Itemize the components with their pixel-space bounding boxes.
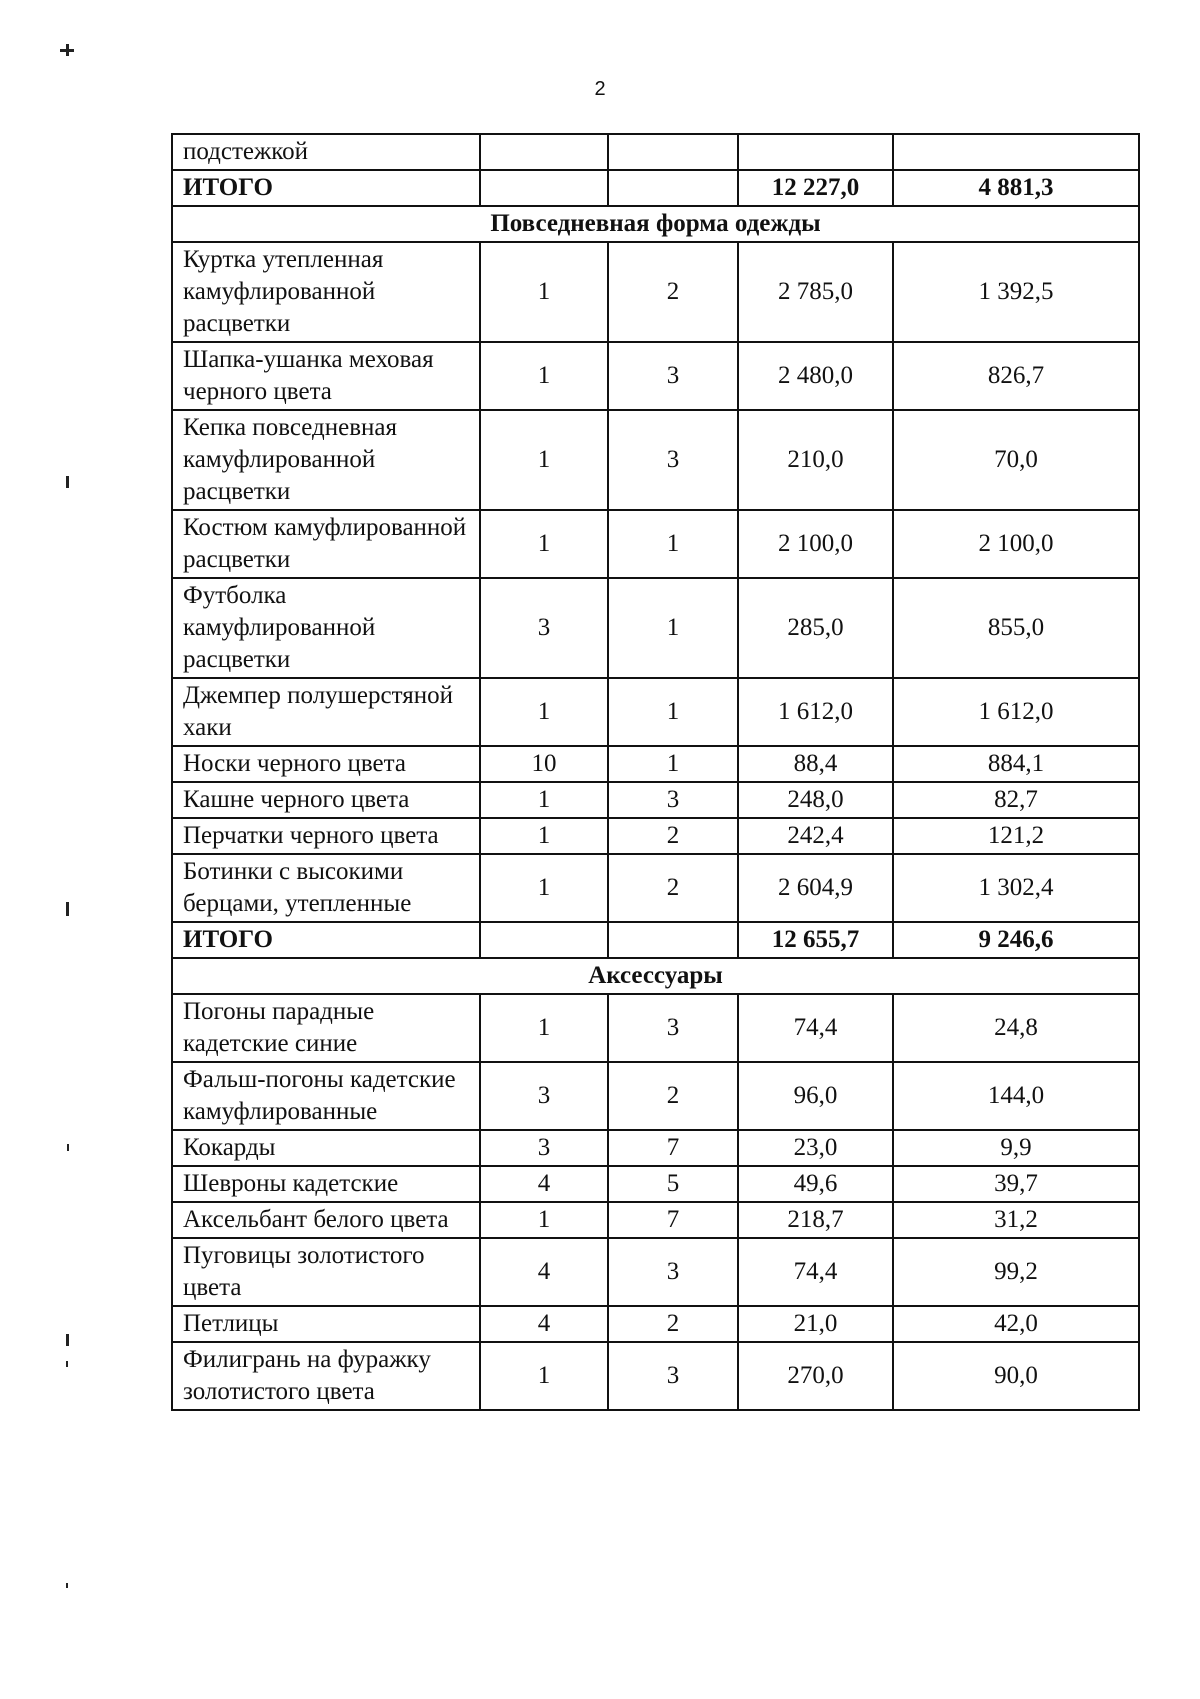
item-name-cell: Носки черного цвета xyxy=(172,746,480,782)
table-row xyxy=(172,410,1139,510)
table-row xyxy=(172,818,1139,854)
price-cell: 74,4 xyxy=(738,1238,893,1306)
price-cell: 49,6 xyxy=(738,1166,893,1202)
annual-cost-cell: 1 612,0 xyxy=(893,678,1139,746)
table-body xyxy=(172,134,1139,1410)
scan-speck xyxy=(66,476,69,488)
table-row xyxy=(172,1062,1139,1130)
period-cell: 2 xyxy=(608,818,738,854)
item-name-cell: Кокарды xyxy=(172,1130,480,1166)
scan-speck xyxy=(66,1583,68,1588)
table-row xyxy=(172,134,1139,170)
annual-cost-cell: 1 302,4 xyxy=(893,854,1139,922)
table-row xyxy=(172,1130,1139,1166)
period-cell: 3 xyxy=(608,342,738,410)
quantity-cell: 1 xyxy=(480,678,608,746)
item-name-cell: ИТОГО xyxy=(172,922,480,958)
price-cell: 12 227,0 xyxy=(738,170,893,206)
table-row xyxy=(172,994,1139,1062)
period-cell: 7 xyxy=(608,1202,738,1238)
scan-speck xyxy=(66,1334,69,1346)
item-name-cell: Костюм камуфлированной расцветки xyxy=(172,510,480,578)
period-cell: 3 xyxy=(608,994,738,1062)
period-cell xyxy=(608,134,738,170)
price-cell: 21,0 xyxy=(738,1306,893,1342)
price-cell xyxy=(738,134,893,170)
quantity-cell: 4 xyxy=(480,1306,608,1342)
annual-cost-cell: 4 881,3 xyxy=(893,170,1139,206)
price-cell: 23,0 xyxy=(738,1130,893,1166)
item-name-cell: Джемпер полушерстяной хаки xyxy=(172,678,480,746)
quantity-cell: 4 xyxy=(480,1238,608,1306)
table-row xyxy=(172,782,1139,818)
quantity-cell: 1 xyxy=(480,242,608,342)
quantity-cell: 1 xyxy=(480,994,608,1062)
quantity-cell: 1 xyxy=(480,854,608,922)
annual-cost-cell: 1 392,5 xyxy=(893,242,1139,342)
item-name-cell: Куртка утепленная камуфлированной расцветки xyxy=(172,242,480,342)
table-row xyxy=(172,1306,1139,1342)
annual-cost-cell: 70,0 xyxy=(893,410,1139,510)
section-header-row xyxy=(172,206,1139,242)
annual-cost-cell: 9,9 xyxy=(893,1130,1139,1166)
item-name-cell: Перчатки черного цвета xyxy=(172,818,480,854)
table-row xyxy=(172,342,1139,410)
item-name-cell: ИТОГО xyxy=(172,170,480,206)
period-cell: 3 xyxy=(608,1238,738,1306)
table-row xyxy=(172,242,1139,342)
quantity-cell: 3 xyxy=(480,1130,608,1166)
quantity-cell xyxy=(480,134,608,170)
period-cell: 1 xyxy=(608,510,738,578)
quantity-cell: 1 xyxy=(480,410,608,510)
annual-cost-cell: 24,8 xyxy=(893,994,1139,1062)
period-cell: 1 xyxy=(608,578,738,678)
quantity-cell xyxy=(480,170,608,206)
period-cell: 2 xyxy=(608,854,738,922)
item-name-cell: Фальш-погоны кадетские камуфлированные xyxy=(172,1062,480,1130)
table-row xyxy=(172,854,1139,922)
quantity-cell: 3 xyxy=(480,1062,608,1130)
price-cell: 2 785,0 xyxy=(738,242,893,342)
period-cell xyxy=(608,170,738,206)
price-cell: 96,0 xyxy=(738,1062,893,1130)
table-row xyxy=(172,1238,1139,1306)
price-cell: 88,4 xyxy=(738,746,893,782)
annual-cost-cell: 144,0 xyxy=(893,1062,1139,1130)
annual-cost-cell: 9 246,6 xyxy=(893,922,1139,958)
page-number: 2 xyxy=(594,78,606,100)
period-cell: 2 xyxy=(608,1306,738,1342)
annual-cost-cell xyxy=(893,134,1139,170)
scan-speck xyxy=(66,1361,68,1367)
total-row xyxy=(172,922,1139,958)
item-name-cell: Петлицы xyxy=(172,1306,480,1342)
period-cell xyxy=(608,922,738,958)
period-cell: 2 xyxy=(608,1062,738,1130)
item-name-cell: Аксельбант белого цвета xyxy=(172,1202,480,1238)
annual-cost-cell: 82,7 xyxy=(893,782,1139,818)
scan-speck xyxy=(66,902,69,916)
table-row xyxy=(172,746,1139,782)
item-name-cell: Шапка-ушанка меховая черного цвета xyxy=(172,342,480,410)
price-cell: 218,7 xyxy=(738,1202,893,1238)
price-cell: 285,0 xyxy=(738,578,893,678)
price-cell: 210,0 xyxy=(738,410,893,510)
price-cell: 74,4 xyxy=(738,994,893,1062)
scan-speck xyxy=(60,49,74,52)
inventory-table xyxy=(171,133,1140,1411)
price-cell: 12 655,7 xyxy=(738,922,893,958)
item-name-cell: Футболка камуфлированной расцветки xyxy=(172,578,480,678)
period-cell: 3 xyxy=(608,410,738,510)
annual-cost-cell: 826,7 xyxy=(893,342,1139,410)
period-cell: 2 xyxy=(608,242,738,342)
annual-cost-cell: 121,2 xyxy=(893,818,1139,854)
period-cell: 3 xyxy=(608,1342,738,1410)
item-name-cell: подстежкой xyxy=(172,134,480,170)
period-cell: 7 xyxy=(608,1130,738,1166)
table-row xyxy=(172,578,1139,678)
quantity-cell: 3 xyxy=(480,578,608,678)
item-name-cell: Ботинки с высокими берцами, утепленные xyxy=(172,854,480,922)
quantity-cell: 1 xyxy=(480,1342,608,1410)
table-row xyxy=(172,1202,1139,1238)
item-name-cell: Шевроны кадетские xyxy=(172,1166,480,1202)
item-name-cell: Пуговицы золотистого цвета xyxy=(172,1238,480,1306)
period-cell: 3 xyxy=(608,782,738,818)
annual-cost-cell: 2 100,0 xyxy=(893,510,1139,578)
annual-cost-cell: 31,2 xyxy=(893,1202,1139,1238)
price-cell: 2 100,0 xyxy=(738,510,893,578)
quantity-cell: 1 xyxy=(480,818,608,854)
quantity-cell xyxy=(480,922,608,958)
annual-cost-cell: 884,1 xyxy=(893,746,1139,782)
quantity-cell: 10 xyxy=(480,746,608,782)
annual-cost-cell: 39,7 xyxy=(893,1166,1139,1202)
annual-cost-cell: 90,0 xyxy=(893,1342,1139,1410)
quantity-cell: 1 xyxy=(480,1202,608,1238)
item-name-cell: Кепка повседневная камуфлированной расцветки xyxy=(172,410,480,510)
table-row xyxy=(172,1166,1139,1202)
quantity-cell: 1 xyxy=(480,342,608,410)
item-name-cell: Кашне черного цвета xyxy=(172,782,480,818)
price-cell: 242,4 xyxy=(738,818,893,854)
quantity-cell: 1 xyxy=(480,510,608,578)
annual-cost-cell: 99,2 xyxy=(893,1238,1139,1306)
quantity-cell: 4 xyxy=(480,1166,608,1202)
item-name-cell: Погоны парадные кадетские синие xyxy=(172,994,480,1062)
period-cell: 5 xyxy=(608,1166,738,1202)
price-cell: 1 612,0 xyxy=(738,678,893,746)
price-cell: 2 480,0 xyxy=(738,342,893,410)
total-row xyxy=(172,170,1139,206)
price-cell: 2 604,9 xyxy=(738,854,893,922)
quantity-cell: 1 xyxy=(480,782,608,818)
table-row xyxy=(172,1342,1139,1410)
section-title: Аксессуары xyxy=(172,958,1139,994)
section-title: Повседневная форма одежды xyxy=(172,206,1139,242)
price-cell: 270,0 xyxy=(738,1342,893,1410)
annual-cost-cell: 42,0 xyxy=(893,1306,1139,1342)
scan-speck xyxy=(67,1144,69,1151)
period-cell: 1 xyxy=(608,746,738,782)
section-header-row xyxy=(172,958,1139,994)
period-cell: 1 xyxy=(608,678,738,746)
annual-cost-cell: 855,0 xyxy=(893,578,1139,678)
table-row xyxy=(172,510,1139,578)
table-row xyxy=(172,678,1139,746)
item-name-cell: Филигрань на фуражку золотистого цвета xyxy=(172,1342,480,1410)
price-cell: 248,0 xyxy=(738,782,893,818)
